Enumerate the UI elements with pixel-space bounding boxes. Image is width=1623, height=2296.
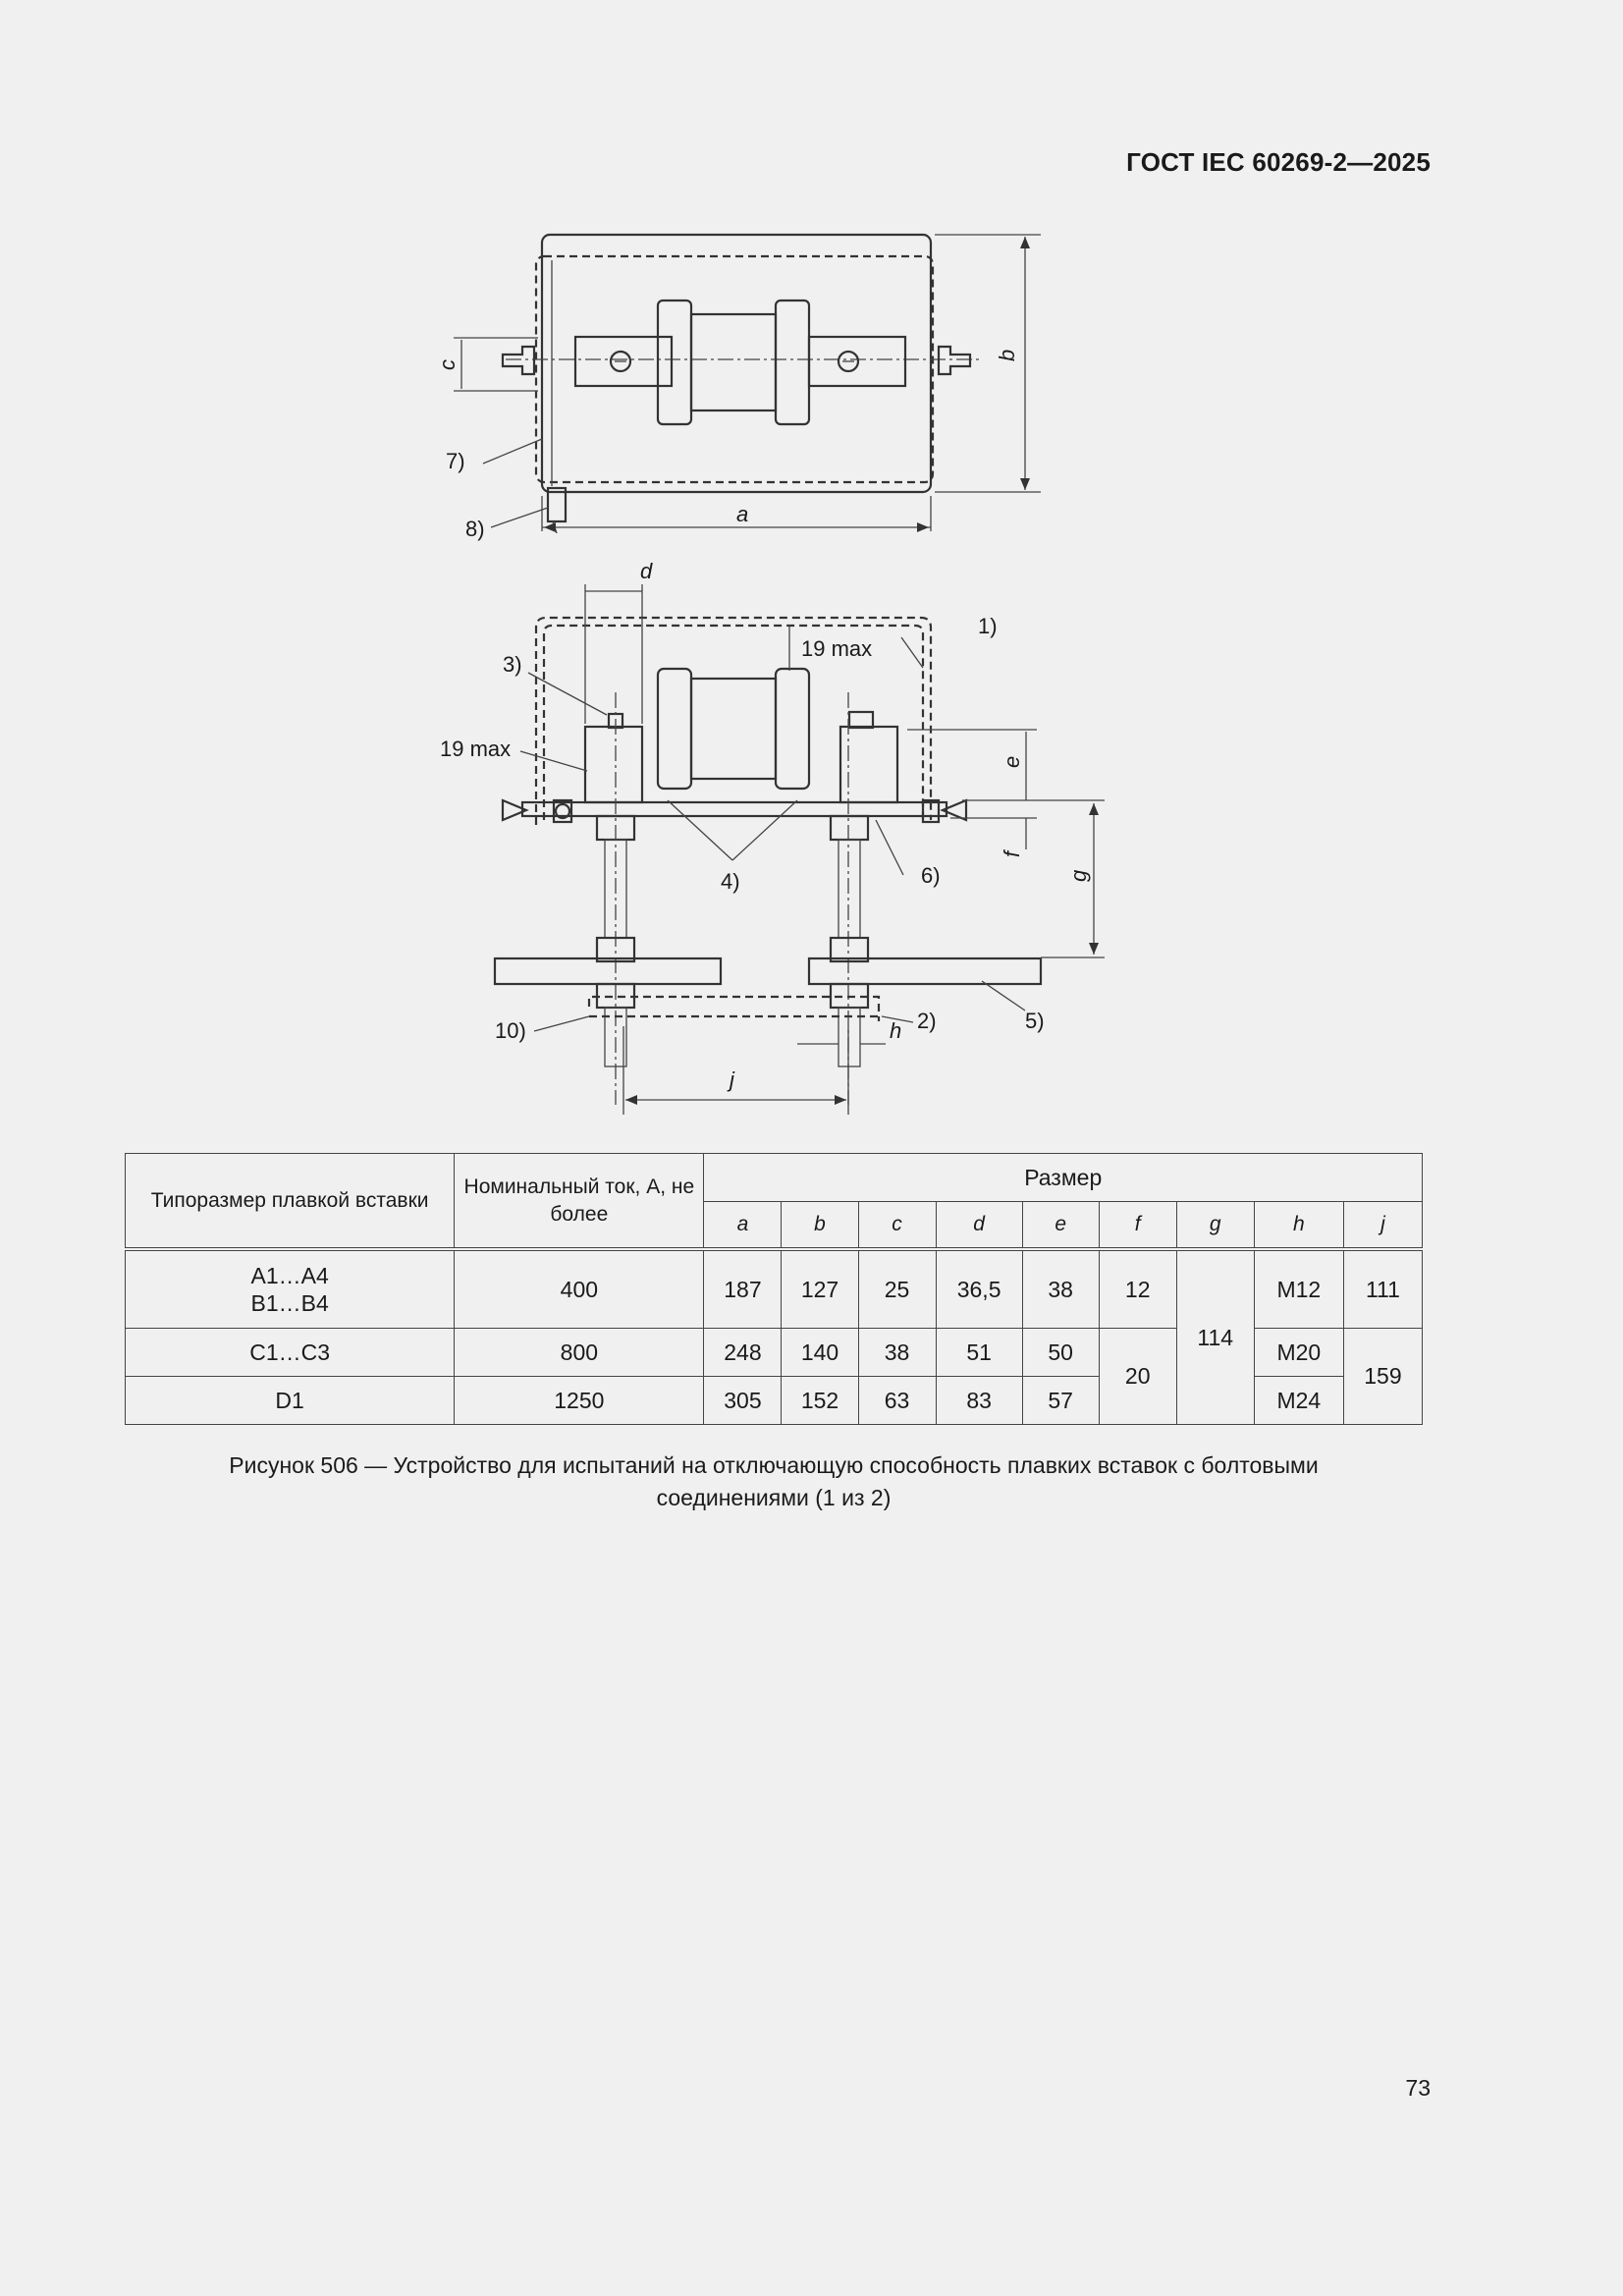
dim-d: d [640,559,653,583]
header-dim-g: g [1176,1202,1254,1250]
callout-3: 3) [503,652,522,677]
cell-current: 1250 [455,1377,704,1425]
callout-8: 8) [465,517,485,541]
callout-2: 2) [917,1009,937,1033]
side-view [440,559,1105,1115]
cell-h: M24 [1254,1377,1343,1425]
cell-c: 63 [858,1377,936,1425]
note-19max-left: 19 max [440,737,512,761]
header-dim-c: c [858,1202,936,1250]
page-number: 73 [1405,2075,1431,2101]
dim-b: b [995,349,1019,361]
header-dim-h: h [1254,1202,1343,1250]
cell-b: 152 [782,1377,858,1425]
cell-e: 57 [1022,1377,1099,1425]
cell-f: 12 [1099,1249,1176,1329]
callout-10: 10) [495,1018,526,1043]
cell-f-merged: 20 [1099,1329,1176,1425]
cell-d: 36,5 [936,1249,1022,1329]
callout-7: 7) [446,449,465,473]
cell-e: 50 [1022,1329,1099,1377]
header-dim-f: f [1099,1202,1176,1250]
callout-1: 1) [978,614,998,638]
cell-j-merged: 159 [1343,1329,1422,1425]
cell-c: 25 [858,1249,936,1329]
header-dim-a: a [704,1202,782,1250]
cell-a: 187 [704,1249,782,1329]
top-view [435,235,1041,541]
cell-j: 111 [1343,1249,1422,1329]
cell-c: 38 [858,1329,936,1377]
dim-a-top: a [736,502,749,526]
header-dim-d: d [936,1202,1022,1250]
cell-size: C1…C3 [126,1329,455,1377]
technical-drawing [432,221,1119,1124]
table-row [126,1249,1423,1329]
header-rated-current: Номинальный ток, А, не более [455,1154,704,1250]
cell-h: M20 [1254,1329,1343,1377]
caption-line-2: соединениями (1 из 2) [656,1485,892,1510]
cell-b: 140 [782,1329,858,1377]
cell-b: 127 [782,1249,858,1329]
cell-d: 83 [936,1377,1022,1425]
cell-a: 248 [704,1329,782,1377]
cell-current: 800 [455,1329,704,1377]
document-standard-header: ГОСТ IEC 60269-2—2025 [1126,147,1431,177]
dimensions-table [125,1153,1423,1425]
cell-e: 38 [1022,1249,1099,1329]
dim-f: f [1000,850,1024,857]
header-dim-e: e [1022,1202,1099,1250]
header-dim-b: b [782,1202,858,1250]
cell-a: 305 [704,1377,782,1425]
cell-size: D1 [126,1377,455,1425]
header-dimensions: Размер [704,1154,1423,1202]
note-19max-top: 19 max [801,636,873,661]
callout-6: 6) [921,863,941,888]
cell-g-merged: 114 [1176,1249,1254,1425]
header-dim-j: j [1343,1202,1422,1250]
cell-d: 51 [936,1329,1022,1377]
dim-c: c [435,359,460,370]
header-fuse-size: Типоразмер плавкой вставки [126,1154,455,1250]
caption-line-1: Рисунок 506 — Устройство для испытаний на отключающую способность плавких вставок с болтовыми [229,1452,1319,1478]
cell-current: 400 [455,1249,704,1329]
figure-caption [125,1449,1423,1514]
dim-h: h [890,1018,902,1043]
dim-g: g [1066,869,1091,882]
callout-5: 5) [1025,1009,1045,1033]
dim-e: e [1000,755,1024,768]
cell-h: M12 [1254,1249,1343,1329]
dim-j: j [730,1067,734,1092]
callout-4: 4) [721,869,740,894]
cell-size: A1…A4 B1…B4 [126,1249,455,1329]
